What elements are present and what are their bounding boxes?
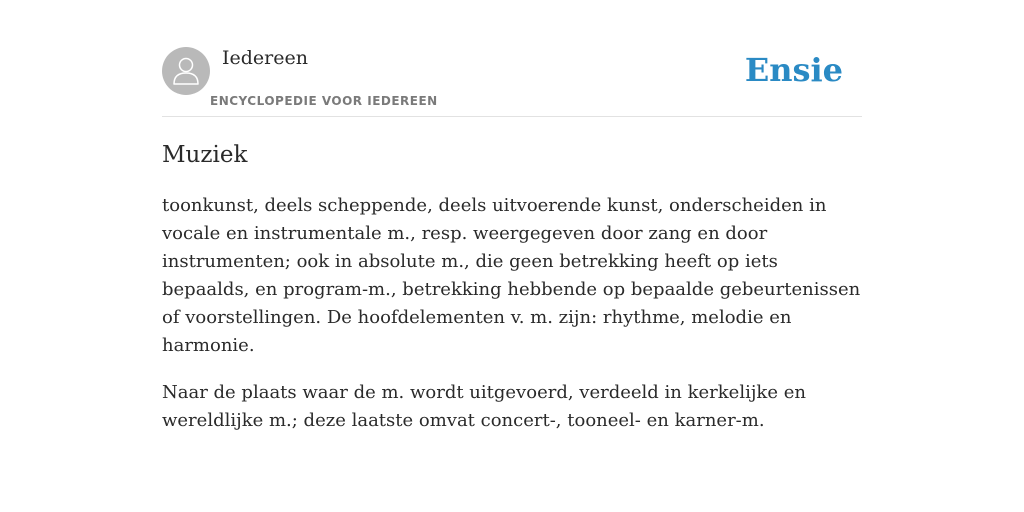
article-paragraph: Naar de plaats waar de m. wordt uitgevoerd, verdeeld in kerkelijke en wereldlijke m.; deze laatste omvat concert-, tooneel- en karner-m. [162,382,806,431]
avatar[interactable] [162,47,210,95]
user-icon [171,55,201,87]
author-name[interactable]: Iedereen [222,47,308,69]
article-paragraph: toonkunst, deels scheppende, deels uitvoerende kunst, onderscheiden in vocale en instrumentale m., resp. weergegeven door zang en door instrumenten; ook in absolute m., die geen betrekking heeft op iets bepaalds, en program-m., betrekking hebbende op bepaalde gebeurtenissen of voorstellingen. De hoofdelementen v. m. zijn: rhythme, melodie en harmonie. [162,195,861,356]
page-container [162,0,862,431]
brand-logo[interactable]: Ensie [744,51,843,89]
site-subtitle: ENCYCLOPEDIE VOOR IEDEREEN [210,94,438,108]
article-body [162,192,862,454]
article-title: Muziek [162,142,248,168]
header [162,0,862,117]
